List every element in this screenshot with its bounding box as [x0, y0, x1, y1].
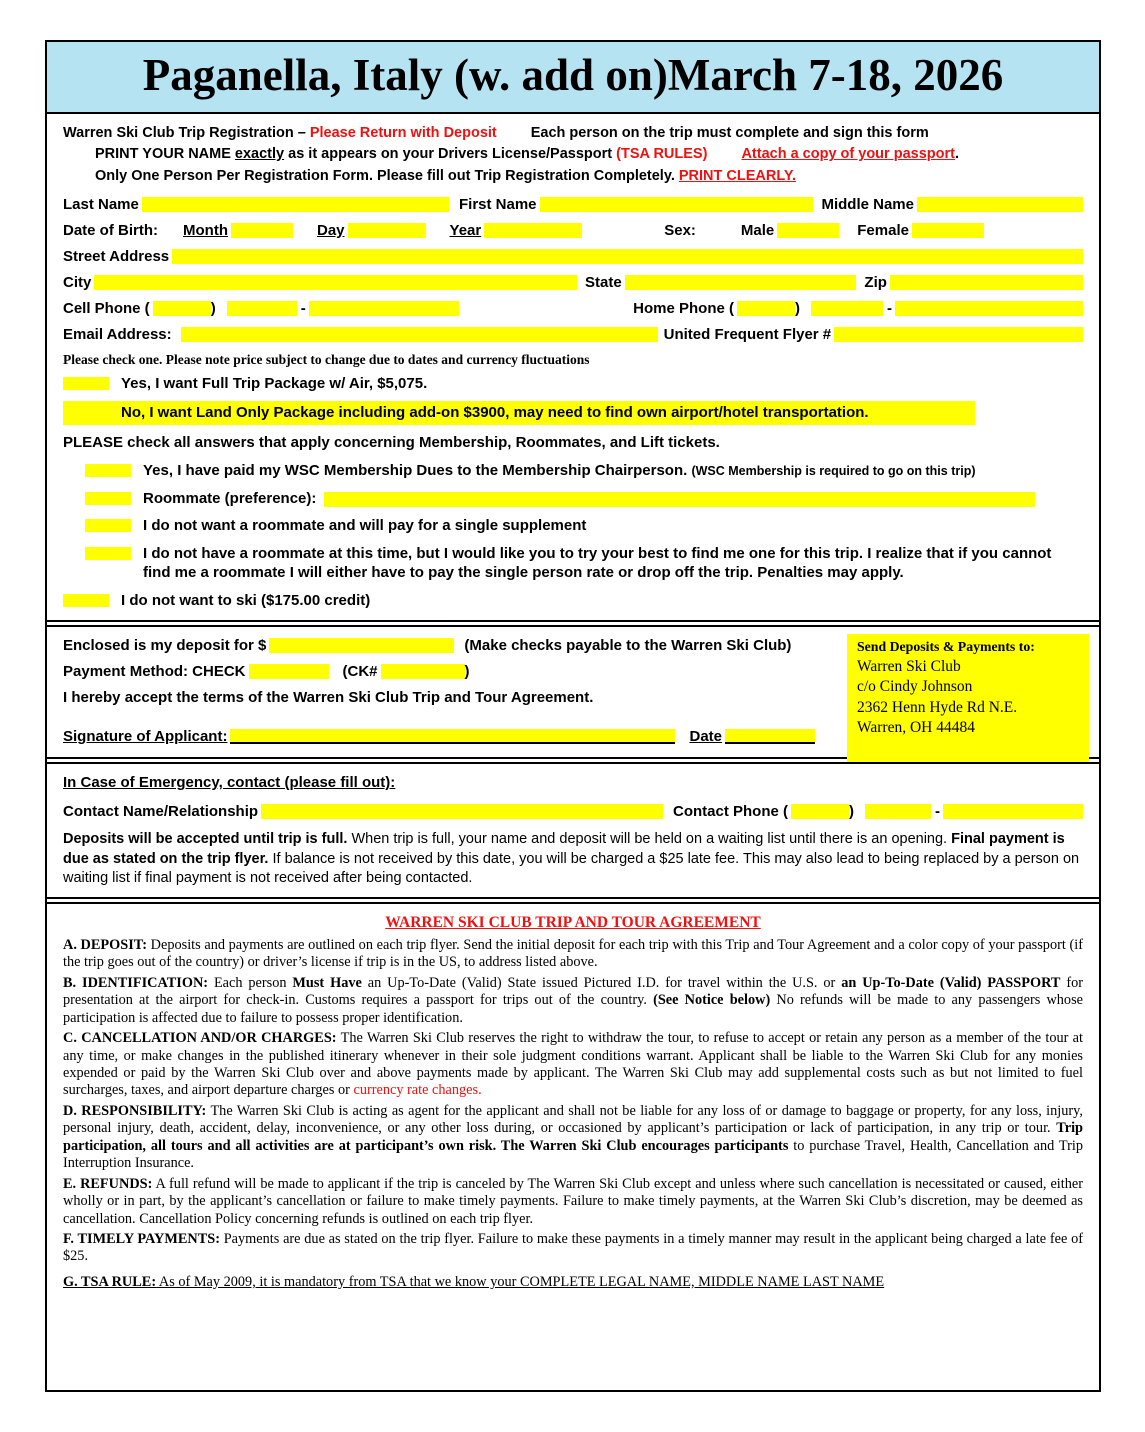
roommate-preference-option: [85, 489, 1101, 509]
single-supplement-checkbox[interactable]: [85, 519, 131, 532]
dob-day-field[interactable]: [348, 223, 426, 238]
deposit-amount-row: [63, 637, 815, 654]
date-label: Date: [689, 728, 722, 746]
month-label: Month: [183, 221, 228, 239]
sex-label: Sex:: [664, 221, 696, 239]
membership-checkbox[interactable]: [85, 464, 131, 477]
male-label: Male: [740, 221, 775, 239]
clause-c-label: C. CANCELLATION AND/OR CHARGES:: [63, 1030, 337, 1047]
clause-g-label: G. TSA RULE:: [63, 1273, 157, 1290]
waiting-list-note: Deposits will be accepted until trip is full. When trip is full, your name and deposit will be held on a waiting list until there is an opening. Final payment is due as stated on the trip flyer. If balance is not received by this date, you will be charged a $25 late fee. This may also lead to being replaced by a person on waiting list if final payment is not received after being contacted.: [63, 831, 1080, 887]
membership-requirement-note: (WSC Membership is required to go on this trip): [691, 464, 976, 479]
deposit-section: [47, 627, 1099, 757]
section-divider: [47, 620, 1099, 627]
year-label: Year: [449, 221, 482, 239]
dob-label: Date of Birth:: [63, 221, 158, 239]
full-package-option: Yes, I want Full Trip Package w/ Air, $5,075.: [63, 374, 1083, 394]
home-area-field[interactable]: [737, 301, 795, 316]
emergency-heading: In Case of Emergency, contact (please fill out):: [63, 774, 396, 792]
sex-female-field[interactable]: [912, 223, 984, 238]
check-number-label: (CK#: [342, 663, 378, 681]
roommate-pref-field[interactable]: [324, 492, 1035, 507]
roommate-pref-label: Roommate (preference):: [143, 489, 317, 507]
send-payments-box: [847, 634, 1089, 762]
email-label: Email Address:: [63, 325, 172, 343]
payment-method-row: [63, 663, 815, 680]
first-name-label: First Name: [459, 195, 537, 213]
zip-field[interactable]: [890, 275, 1083, 290]
check-method-field[interactable]: [249, 664, 329, 679]
contact-prefix-field[interactable]: [865, 804, 931, 819]
city-state-zip-row: [63, 274, 1083, 291]
signature-row: [63, 728, 815, 745]
first-name-field[interactable]: [540, 197, 814, 212]
female-label: Female: [857, 221, 909, 239]
home-paren-close: ): [795, 299, 800, 317]
signature-field[interactable]: [230, 729, 675, 744]
no-ski-option: I do not want to ski ($175.00 credit): [63, 591, 1083, 611]
section-divider: [47, 897, 1099, 904]
agreement-clause-a: A. DEPOSIT: Deposits and payments are outlined on each trip flyer. Send the initial deposit for each trip with this Trip and Tour Agreement and a color copy of your passport (if the trip goes out of the country) or driver’s license if trip is in the US, to address listed above.: [63, 936, 1083, 971]
home-line-field[interactable]: [895, 301, 1083, 316]
no-ski-checkbox[interactable]: [63, 594, 109, 607]
cell-phone-label: Cell Phone (: [63, 299, 150, 317]
page-title: Paganella, Italy (w. add on)March 7-18, 2026: [142, 50, 1004, 100]
contact-dash: -: [935, 803, 940, 821]
emergency-contact-row: [63, 803, 1083, 820]
sex-male-field[interactable]: [777, 223, 839, 238]
full-package-checkbox[interactable]: [63, 377, 109, 390]
home-prefix-field[interactable]: [811, 301, 883, 316]
registration-form: [45, 40, 1101, 1392]
accept-terms-text: I hereby accept the terms of the Warren Ski Club Trip and Tour Agreement.: [63, 689, 594, 707]
contact-line-field[interactable]: [943, 804, 1083, 819]
currency-rate-note: currency rate changes.: [353, 1082, 482, 1099]
state-label: State: [585, 273, 622, 291]
clause-a-label: A. DEPOSIT:: [63, 936, 148, 953]
check-number-field[interactable]: [381, 664, 465, 679]
checks-payable-note: (Make checks payable to the Warren Ski Club): [464, 637, 792, 655]
attach-passport-note: Attach a copy of your passport: [741, 146, 955, 163]
send-to-person: c/o Cindy Johnson: [857, 678, 973, 696]
return-with-deposit-note: Please Return with Deposit: [309, 124, 497, 141]
street-row: [63, 248, 1083, 265]
intro-line-2: PRINT YOUR NAME exactly as it appears on your Drivers License/Passport (TSA RULES) Attach a copy of your passport.: [95, 146, 959, 163]
frequent-flyer-label: United Frequent Flyer #: [663, 325, 832, 343]
date-field[interactable]: [725, 729, 815, 744]
middle-name-label: Middle Name: [821, 195, 914, 213]
street-label: Street Address: [63, 247, 170, 265]
clause-e-label: E. REFUNDS:: [63, 1175, 153, 1192]
cell-line-field[interactable]: [309, 301, 459, 316]
contact-area-field[interactable]: [791, 804, 849, 819]
dob-month-field[interactable]: [231, 223, 293, 238]
contact-name-field[interactable]: [261, 804, 663, 819]
contact-paren-close: ): [849, 803, 854, 821]
deposit-enclosed-label: Enclosed is my deposit for $: [63, 637, 267, 655]
intro-instructions: [47, 114, 1099, 192]
city-label: City: [63, 273, 92, 291]
agreement-clause-d: D. RESPONSIBILITY: The Warren Ski Club is acting as agent for the applicant and shall not be liable for any loss of or damage to baggage or property, for any loss, injury, personal injury, death, accident, delay, inconvenience, or any other loss during, or occasioned by applicant’s participation or lack of participation, in any trip or tour. Trip participation, all tours and all activities are at participant’s own risk. The Warren Ski Club encourages participants to purchase Travel, Health, Cancellation and Trip Interruption Insurance.: [63, 1102, 1083, 1172]
cell-paren-close: ): [210, 299, 216, 317]
send-to-street: 2362 Henn Hyde Rd N.E.: [857, 698, 1018, 716]
dob-year-field[interactable]: [484, 223, 582, 238]
deposit-amount-field[interactable]: [269, 638, 454, 653]
land-package-option: No, I want Land Only Package including add-on $3900, may need to find own airport/hotel transportation.: [63, 401, 975, 425]
package-note: Please check one. Please note price subject to change due to dates and currency fluctuations: [63, 351, 590, 367]
send-to-city: Warren, OH 44484: [857, 718, 975, 736]
contact-phone-label: Contact Phone (: [673, 803, 788, 821]
check-all-instruction: PLEASE check all answers that apply concerning Membership, Roommates, and Lift tickets.: [63, 433, 720, 451]
home-phone-label: Home Phone (: [633, 299, 734, 317]
name-row: [63, 196, 1083, 213]
clause-d-label: D. RESPONSIBILITY:: [63, 1102, 207, 1119]
agreement-section: [47, 904, 1099, 1302]
frequent-flyer-field[interactable]: [834, 327, 1083, 342]
email-field[interactable]: [181, 327, 658, 342]
last-name-field[interactable]: [142, 197, 449, 212]
city-field[interactable]: [94, 275, 577, 290]
find-roommate-checkbox[interactable]: [85, 547, 131, 560]
print-clearly-note: PRINT CLEARLY.: [678, 168, 796, 184]
agreement-clause-f: F. TIMELY PAYMENTS: Payments are due as stated on the trip flyer. Failure to make these payments in a timely manner may result in the applicant being charged a late fee of $25.: [63, 1230, 1083, 1265]
tsa-rules-note: (TSA RULES): [616, 146, 708, 163]
roommate-pref-checkbox[interactable]: [85, 492, 131, 505]
day-label: Day: [316, 221, 345, 239]
find-roommate-option: I do not have a roommate at this time, but I would like you to try your best to find me one for this trip. I realize that if you cannot find me a roommate I will either have to pay the single person rate or drop off the trip. Penalties may apply.: [85, 544, 1083, 583]
cell-area-field[interactable]: [153, 301, 211, 316]
street-address-field[interactable]: [172, 249, 1083, 264]
phone-row: [63, 300, 1083, 317]
email-row: [63, 326, 1083, 343]
cell-prefix-field[interactable]: [227, 301, 297, 316]
clause-f-label: F. TIMELY PAYMENTS:: [63, 1230, 220, 1247]
state-field[interactable]: [625, 275, 857, 290]
membership-option: Yes, I have paid my WSC Membership Dues to the Membership Chairperson. (WSC Membership is required to go on this trip): [85, 461, 1083, 481]
send-to-club: Warren Ski Club: [857, 658, 961, 676]
home-dash: -: [887, 299, 892, 317]
agreement-clause-e: E. REFUNDS: A full refund will be made to applicant if the trip is canceled by The Warren Ski Club except and unless where such cancellation is necessitated or caused, either wholly or in part, by the applicant’s cancellation or failure to make timely payments. Failure to make timely payments, at the Warren Ski Club’s discretion, may be deemed as cancellation. Cancellation Policy concerning refunds is outlined on each trip flyer.: [63, 1175, 1083, 1227]
agreement-heading: WARREN SKI CLUB TRIP AND TOUR AGREEMENT: [385, 913, 761, 931]
personal-info-section: [47, 192, 1099, 611]
cell-dash: -: [300, 299, 306, 317]
payment-method-label: Payment Method: CHECK: [63, 663, 246, 681]
middle-name-field[interactable]: [917, 197, 1083, 212]
send-payments-heading: Send Deposits & Payments to:: [857, 639, 1035, 655]
title-bar: [47, 42, 1099, 114]
clause-b-label: B. IDENTIFICATION:: [63, 974, 209, 991]
agreement-clause-b: B. IDENTIFICATION: Each person Must Have an Up-To-Date (Valid) State issued Pictured I.D. for travel within the U.S. or an Up-To-Date (Valid) PASSPORT for presentation at the airport for check-in. Customs requires a passport for trips out of the country. (See Notice below) No refunds will be made to any passengers whose participation is affected due to failure to possess proper identification.: [63, 974, 1083, 1026]
check-number-close: ): [464, 663, 470, 681]
last-name-label: Last Name: [63, 195, 139, 213]
single-supplement-option: I do not want a roommate and will pay for a single supplement: [85, 516, 1083, 536]
emergency-section: [47, 764, 1099, 897]
dob-sex-row: [63, 222, 1083, 239]
signature-label: Signature of Applicant:: [63, 728, 228, 746]
agreement-clause-g: G. TSA RULE: As of May 2009, it is mandatory from TSA that we know your COMPLETE LEGAL NAME, MIDDLE NAME LAST NAME: [63, 1273, 885, 1290]
zip-label: Zip: [864, 273, 887, 291]
intro-line-1: Warren Ski Club Trip Registration – Please Return with Deposit Each person on the trip must complete and sign this form: [63, 124, 929, 141]
agreement-clause-c: C. CANCELLATION AND/OR CHARGES: The Warren Ski Club reserves the right to withdraw the tour, to refuse to accept or retain any person as a member of the tour at any time, or make changes in the published itinerary whenever in their sole judgment conditions warrant. Applicant shall be liable to the Warren Ski Club for any monies expended or paid by the Warren Ski Club over and above payments made by applicant. The Warren Ski Club may add supplemental costs such as but not limited to fuel surcharges, taxes, and airport departure charges or currency rate changes.: [63, 1030, 1084, 1099]
contact-name-label: Contact Name/Relationship: [63, 803, 259, 821]
intro-line-3: Only One Person Per Registration Form. Please fill out Trip Registration Completely. PRINT CLEARLY.: [95, 168, 796, 184]
accept-terms-row: [63, 689, 815, 706]
